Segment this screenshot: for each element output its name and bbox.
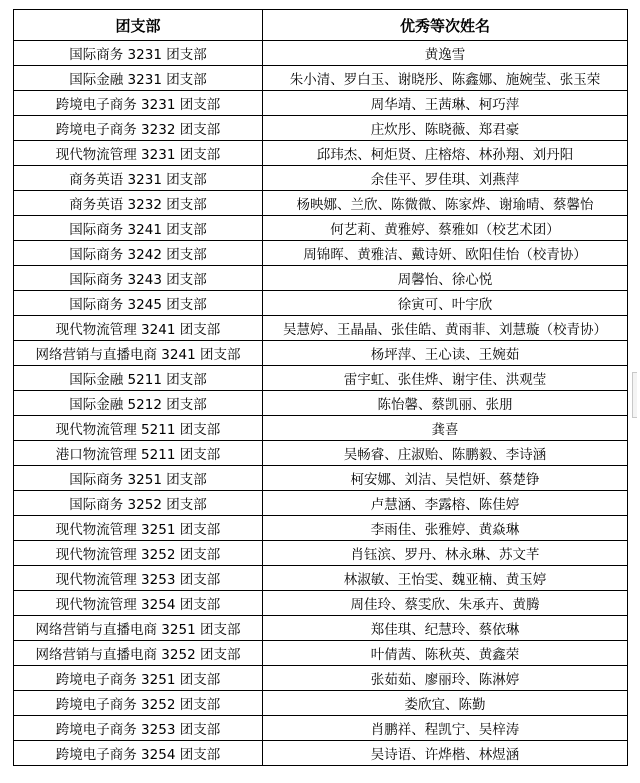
branch-cell: 现代物流管理 3253 团支部 (14, 566, 263, 591)
table-row (14, 91, 628, 116)
branch-cell: 商务英语 3231 团支部 (14, 166, 263, 191)
branch-cell: 现代物流管理 3252 团支部 (14, 541, 263, 566)
names-cell: 周馨怡、徐心悦 (263, 266, 628, 291)
branch-cell: 网络营销与直播电商 3241 团支部 (14, 341, 263, 366)
table-row (14, 166, 628, 191)
branch-cell: 国际金融 5211 团支部 (14, 366, 263, 391)
names-cell: 朱小清、罗白玉、谢晓彤、陈鑫娜、施婉莹、张玉荣 (263, 66, 628, 91)
table-row (14, 666, 628, 691)
table-row (14, 466, 628, 491)
branch-cell: 跨境电子商务 3232 团支部 (14, 116, 263, 141)
branch-cell: 国际商务 3251 团支部 (14, 466, 263, 491)
table-row (14, 441, 628, 466)
branch-cell: 跨境电子商务 3252 团支部 (14, 691, 263, 716)
table-row (14, 241, 628, 266)
table-row (14, 66, 628, 91)
table-row (14, 416, 628, 441)
branch-cell: 商务英语 3232 团支部 (14, 191, 263, 216)
names-cell: 杨坪萍、王心读、王婉茹 (263, 341, 628, 366)
table-body (14, 41, 628, 766)
names-cell: 吴畅睿、庄淑贻、陈鹏毅、李诗涵 (263, 441, 628, 466)
names-cell: 徐寅可、叶宇欣 (263, 291, 628, 316)
table-row (14, 616, 628, 641)
names-cell: 吴诗语、许烨楷、林煜涵 (263, 741, 628, 766)
table-row (14, 541, 628, 566)
names-cell: 陈怡馨、蔡凯丽、张朋 (263, 391, 628, 416)
names-cell: 叶倩茜、陈秋英、黄鑫荣 (263, 641, 628, 666)
header-names: 优秀等次姓名 (263, 10, 628, 41)
table-row (14, 391, 628, 416)
names-cell: 卢慧涵、李露榕、陈佳婷 (263, 491, 628, 516)
table-row (14, 316, 628, 341)
branch-cell: 现代物流管理 3251 团支部 (14, 516, 263, 541)
names-cell: 吴慧婷、王晶晶、张佳皓、黄雨菲、刘慧璇（校青协） (263, 316, 628, 341)
branch-cell: 港口物流管理 5211 团支部 (14, 441, 263, 466)
table-row (14, 691, 628, 716)
branch-cell: 网络营销与直播电商 3251 团支部 (14, 616, 263, 641)
names-cell: 张茹茹、廖丽玲、陈淋婷 (263, 666, 628, 691)
table-row (14, 291, 628, 316)
names-cell: 郑佳琪、纪慧玲、蔡依琳 (263, 616, 628, 641)
branch-cell: 跨境电子商务 3253 团支部 (14, 716, 263, 741)
names-cell: 周佳玲、蔡雯欣、朱承卉、黄腾 (263, 591, 628, 616)
header-row (14, 10, 628, 41)
table-row (14, 216, 628, 241)
table-row (14, 566, 628, 591)
branch-cell: 现代物流管理 5211 团支部 (14, 416, 263, 441)
names-cell: 何艺莉、黄雅婷、蔡雅如（校艺术团） (263, 216, 628, 241)
table-row (14, 516, 628, 541)
table-row (14, 366, 628, 391)
names-cell: 周华靖、王茜琳、柯巧萍 (263, 91, 628, 116)
names-cell: 邱玮杰、柯炬贤、庄榕熔、林孙翔、刘丹阳 (263, 141, 628, 166)
branch-cell: 国际金融 5212 团支部 (14, 391, 263, 416)
branch-cell: 跨境电子商务 3254 团支部 (14, 741, 263, 766)
table-row (14, 141, 628, 166)
scroll-edge-handle[interactable] (632, 372, 637, 418)
names-cell: 李雨佳、张雅婷、黄焱琳 (263, 516, 628, 541)
table-row (14, 491, 628, 516)
names-cell: 肖钰滨、罗丹、林永琳、苏文芊 (263, 541, 628, 566)
branch-cell: 网络营销与直播电商 3252 团支部 (14, 641, 263, 666)
branch-cell: 国际商务 3231 团支部 (14, 41, 263, 66)
honor-table (13, 9, 628, 766)
names-cell: 肖鹏祥、程凯宁、吴梓涛 (263, 716, 628, 741)
table-header (14, 10, 628, 41)
table-row (14, 591, 628, 616)
table-row (14, 641, 628, 666)
branch-cell: 现代物流管理 3231 团支部 (14, 141, 263, 166)
names-cell: 周锦晖、黄雅洁、戴诗妍、欧阳佳怡（校青协） (263, 241, 628, 266)
branch-cell: 国际商务 3252 团支部 (14, 491, 263, 516)
names-cell: 余佳平、罗佳琪、刘燕萍 (263, 166, 628, 191)
document-sheet (13, 9, 627, 766)
names-cell: 柯安娜、刘洁、吴恺妍、蔡楚铮 (263, 466, 628, 491)
names-cell: 龚喜 (263, 416, 628, 441)
branch-cell: 国际商务 3245 团支部 (14, 291, 263, 316)
names-cell: 林淑敏、王怡雯、魏亚楠、黄玉婷 (263, 566, 628, 591)
table-row (14, 116, 628, 141)
table-row (14, 41, 628, 66)
table-row (14, 341, 628, 366)
header-branch: 团支部 (14, 10, 263, 41)
table-row (14, 191, 628, 216)
branch-cell: 现代物流管理 3254 团支部 (14, 591, 263, 616)
branch-cell: 跨境电子商务 3251 团支部 (14, 666, 263, 691)
names-cell: 杨映娜、兰欣、陈微微、陈家烨、谢瑜晴、蔡馨怡 (263, 191, 628, 216)
branch-cell: 国际金融 3231 团支部 (14, 66, 263, 91)
names-cell: 庄炊彤、陈晓薇、郑君豪 (263, 116, 628, 141)
names-cell: 娄欣宜、陈勤 (263, 691, 628, 716)
branch-cell: 跨境电子商务 3231 团支部 (14, 91, 263, 116)
table-row (14, 741, 628, 766)
branch-cell: 现代物流管理 3241 团支部 (14, 316, 263, 341)
table-row (14, 716, 628, 741)
branch-cell: 国际商务 3242 团支部 (14, 241, 263, 266)
names-cell: 黄逸雪 (263, 41, 628, 66)
names-cell: 雷宇虹、张佳烨、谢宇佳、洪观莹 (263, 366, 628, 391)
branch-cell: 国际商务 3241 团支部 (14, 216, 263, 241)
table-row (14, 266, 628, 291)
branch-cell: 国际商务 3243 团支部 (14, 266, 263, 291)
